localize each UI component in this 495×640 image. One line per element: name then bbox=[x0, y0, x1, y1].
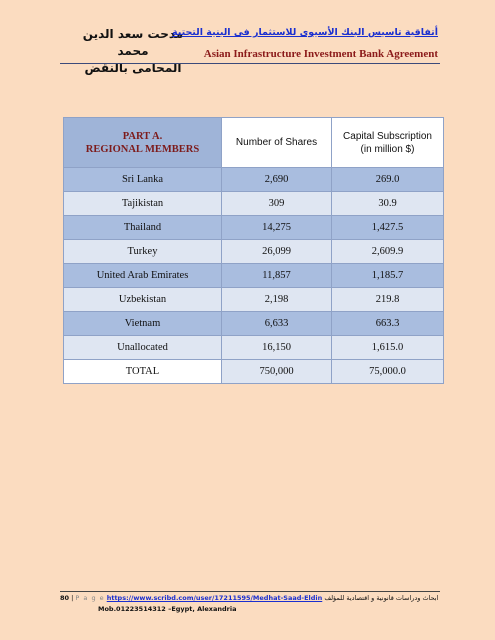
table-header-row bbox=[64, 118, 444, 168]
capital-value: 1,615.0 bbox=[332, 336, 444, 360]
regional-members-table bbox=[63, 117, 444, 384]
capital-header-line1: Capital Subscription bbox=[343, 130, 432, 142]
member-name: Uzbekistan bbox=[64, 288, 222, 312]
capital-value: 269.0 bbox=[332, 168, 444, 192]
table-row bbox=[64, 312, 444, 336]
shares-value: 11,857 bbox=[222, 264, 332, 288]
page-label: P a g e bbox=[75, 594, 105, 602]
capital-value: 1,185.7 bbox=[332, 264, 444, 288]
member-name: Thailand bbox=[64, 216, 222, 240]
table-row bbox=[64, 168, 444, 192]
shares-column-header: Number of Shares bbox=[222, 118, 332, 168]
capital-value: 2,609.9 bbox=[332, 240, 444, 264]
total-capital: 75,000.0 bbox=[332, 360, 444, 384]
shares-value: 6,633 bbox=[222, 312, 332, 336]
total-shares: 750,000 bbox=[222, 360, 332, 384]
capital-value: 30.9 bbox=[332, 192, 444, 216]
footer-arabic-note: ابحاث ودراسات قانونية و اقتصادية للمؤلف bbox=[324, 594, 439, 602]
shares-value: 2,690 bbox=[222, 168, 332, 192]
shares-value: 309 bbox=[222, 192, 332, 216]
header-divider bbox=[60, 63, 440, 64]
section-heading-title: REGIONAL MEMBERS bbox=[85, 143, 200, 155]
total-label: TOTAL bbox=[64, 360, 222, 384]
footer-separator: | bbox=[71, 594, 74, 602]
author-title: المحامى بالنقض bbox=[84, 61, 182, 75]
capital-column-header bbox=[332, 118, 444, 168]
footer-divider bbox=[60, 591, 440, 592]
member-name: United Arab Emirates bbox=[64, 264, 222, 288]
capital-value: 1,427.5 bbox=[332, 216, 444, 240]
member-name: Turkey bbox=[64, 240, 222, 264]
table-row bbox=[64, 288, 444, 312]
shares-value: 26,099 bbox=[222, 240, 332, 264]
table-row bbox=[64, 264, 444, 288]
page-number: 80 bbox=[60, 594, 70, 602]
capital-header-line2: (in million $) bbox=[360, 143, 415, 155]
scribd-link[interactable]: https://www.scribd.com/user/17211595/Medhat-Saad-Eldin bbox=[106, 594, 323, 602]
table-total-row bbox=[64, 360, 444, 384]
member-name: Vietnam bbox=[64, 312, 222, 336]
capital-value: 663.3 bbox=[332, 312, 444, 336]
table-row bbox=[64, 216, 444, 240]
section-heading-cell bbox=[64, 118, 222, 168]
document-title-english: Asian Infrastructure Investment Bank Agreement bbox=[203, 48, 438, 60]
author-name: مدحت سعد الدين محمد bbox=[82, 27, 184, 58]
table-row bbox=[64, 240, 444, 264]
table-row bbox=[64, 336, 444, 360]
shares-value: 16,150 bbox=[222, 336, 332, 360]
shares-value: 2,198 bbox=[222, 288, 332, 312]
footer-contact: Mob.01223514312 –Egypt, Alexandria bbox=[98, 605, 237, 613]
shares-value: 14,275 bbox=[222, 216, 332, 240]
capital-value: 219.8 bbox=[332, 288, 444, 312]
document-title-arabic[interactable]: أتفاقية تاسيس البنك الأسيوى للاستثمار فى البنية التحتية bbox=[171, 27, 438, 38]
table-row bbox=[64, 192, 444, 216]
footer-line bbox=[60, 594, 438, 602]
member-name: Tajikistan bbox=[64, 192, 222, 216]
member-name: Sri Lanka bbox=[64, 168, 222, 192]
member-name: Unallocated bbox=[64, 336, 222, 360]
section-heading-part: PART A. bbox=[122, 130, 163, 142]
